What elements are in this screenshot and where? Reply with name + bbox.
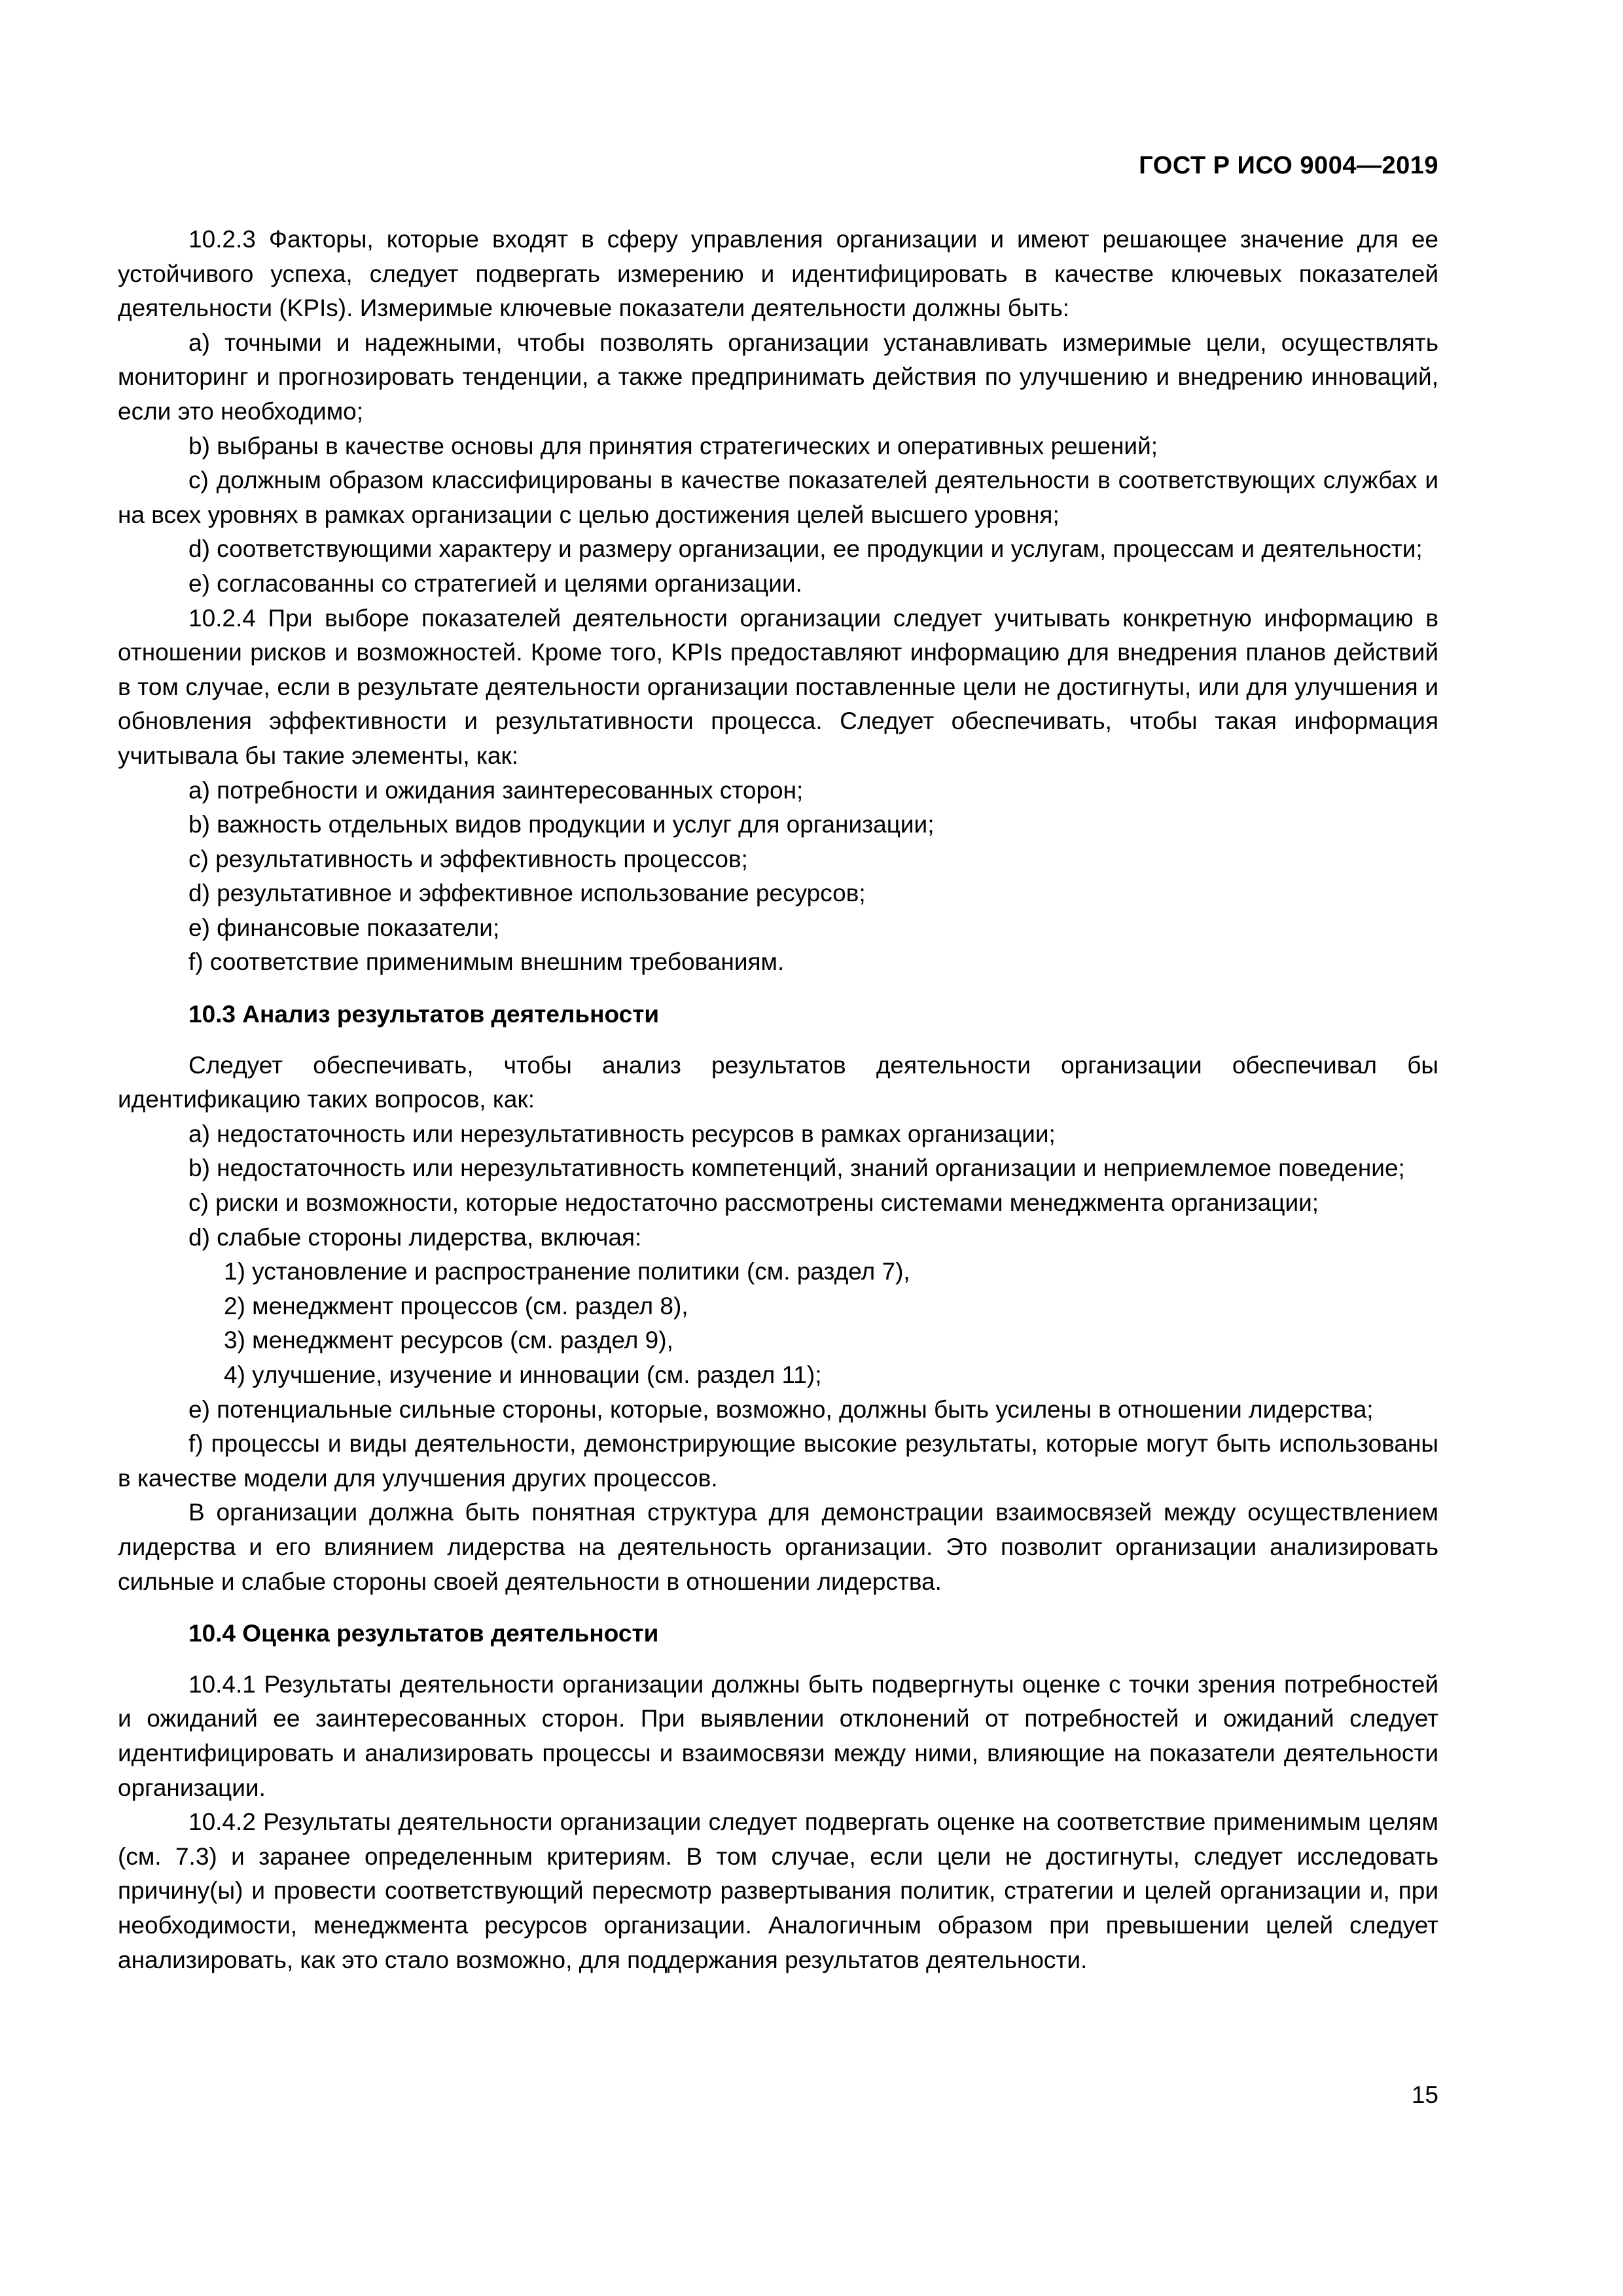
standard-header: ГОСТ Р ИСО 9004—2019: [1139, 152, 1438, 179]
section-heading-10-4: 10.4 Оценка результатов деятельности: [188, 1620, 659, 1647]
list-item: c) результативность и эффективность процессов;: [188, 845, 748, 872]
list-item: c) должным образом классифицированы в качестве показателей деятельности в соответствующих службах и на всех уровнях в рамках организации с целью достижения целей высшего уровня;: [118, 467, 1438, 528]
sub-list-item: 4) улучшение, изучение и инновации (см. раздел 11);: [224, 1361, 822, 1388]
sub-list-item: 1) установление и распространение политики (см. раздел 7),: [224, 1258, 910, 1285]
list-item: b) выбраны в качестве основы для принятия стратегических и оперативных решений;: [188, 432, 1158, 459]
list-item: d) слабые стороны лидерства, включая:: [188, 1223, 642, 1251]
page-number: 15: [1411, 2081, 1438, 2108]
list-item: f) соответствие применимым внешним требованиям.: [188, 948, 785, 976]
paragraph-10-3-closing: В организации должна быть понятная структура для демонстрации взаимосвязей между осуществлением лидерства и его влиянием лидерства на деятельность организации. Это позволит организации анализировать сильные и слабые стороны своей деятельности в отношении лидерства.: [118, 1499, 1438, 1595]
paragraph-10-4-2: 10.4.2 Результаты деятельности организации следует подвергать оценке на соответствие применимым целям (см. 7.3) и заранее определенным критериям. В том случае, если цели не достигнуты, следует исследовать причину(ы) и провести соответствующий пересмотр развертывания политик, стратегии и целей организации и, при необходимости, менеджмента ресурсов организации. Аналогичным образом при превышении целей следует анализировать, как это стало возможно, для поддержания результатов деятельности.: [118, 1808, 1438, 1973]
list-item: d) результативное и эффективное использование ресурсов;: [188, 880, 866, 907]
list-item: b) недостаточность или нерезультативность компетенций, знаний организации и неприемлемое поведение;: [188, 1155, 1405, 1182]
sub-list-item: 2) менеджмент процессов (см. раздел 8),: [224, 1292, 688, 1319]
paragraph-10-2-3: 10.2.3 Факторы, которые входят в сферу управления организации и имеют решающее значение для ее устойчивого успеха, следует подвергать измерению и идентифицировать в качестве ключевых показателей деятельности (KPIs). Измеримые ключевые показатели деятельности должны быть:: [118, 226, 1438, 322]
paragraph-10-4-1: 10.4.1 Результаты деятельности организации должны быть подвергнуты оценке с точки зрения потребностей и ожиданий ее заинтересованных сторон. При выявлении отклонений от потребностей и ожиданий следует идентифицировать и анализировать процессы и взаимосвязи между ними, влияющие на показатели деятельности организации.: [118, 1670, 1438, 1801]
list-item: b) важность отдельных видов продукции и услуг для организации;: [188, 811, 935, 838]
list-item: a) недостаточность или нерезультативность ресурсов в рамках организации;: [188, 1120, 1056, 1147]
paragraph-10-3-intro: Следует обеспечивать, чтобы анализ результатов деятельности организации обеспечивал бы идентификацию таких вопросов, как:: [118, 1051, 1438, 1113]
page-content: [118, 223, 1438, 1977]
list-item: e) финансовые показатели;: [188, 914, 500, 941]
list-item: e) согласованны со стратегией и целями организации.: [188, 569, 802, 597]
list-item: e) потенциальные сильные стороны, которые, возможно, должны быть усилены в отношении лидерства;: [188, 1395, 1374, 1423]
sub-list-item: 3) менеджмент ресурсов (см. раздел 9),: [224, 1327, 673, 1354]
list-item: f) процессы и виды деятельности, демонстрирующие высокие результаты, которые могут быть использованы в качестве модели для улучшения других процессов.: [118, 1430, 1438, 1492]
list-item: a) точными и надежными, чтобы позволять организации устанавливать измеримые цели, осуществлять мониторинг и прогнозировать тенденции, а также предпринимать действия по улучшению и внедрению инноваций, если это необходимо;: [118, 329, 1438, 425]
list-item: c) риски и возможности, которые недостаточно рассмотрены системами менеджмента организации;: [188, 1189, 1319, 1217]
list-item: d) соответствующими характеру и размеру организации, ее продукции и услугам, процессам и деятельности;: [188, 535, 1423, 563]
paragraph-10-2-4: 10.2.4 При выборе показателей деятельности организации следует учитывать конкретную информацию в отношении рисков и возможностей. Кроме того, KPIs предоставляют информацию для внедрения планов действий в том случае, если в результате деятельности организации поставленные цели не достигнуты, или для улучшения и обновления эффективности и результативности процесса. Следует обеспечивать, чтобы такая информация учитывала бы такие элементы, как:: [118, 604, 1438, 769]
section-heading-10-3: 10.3 Анализ результатов деятельности: [188, 1001, 660, 1028]
list-item: a) потребности и ожидания заинтересованных сторон;: [188, 776, 804, 804]
